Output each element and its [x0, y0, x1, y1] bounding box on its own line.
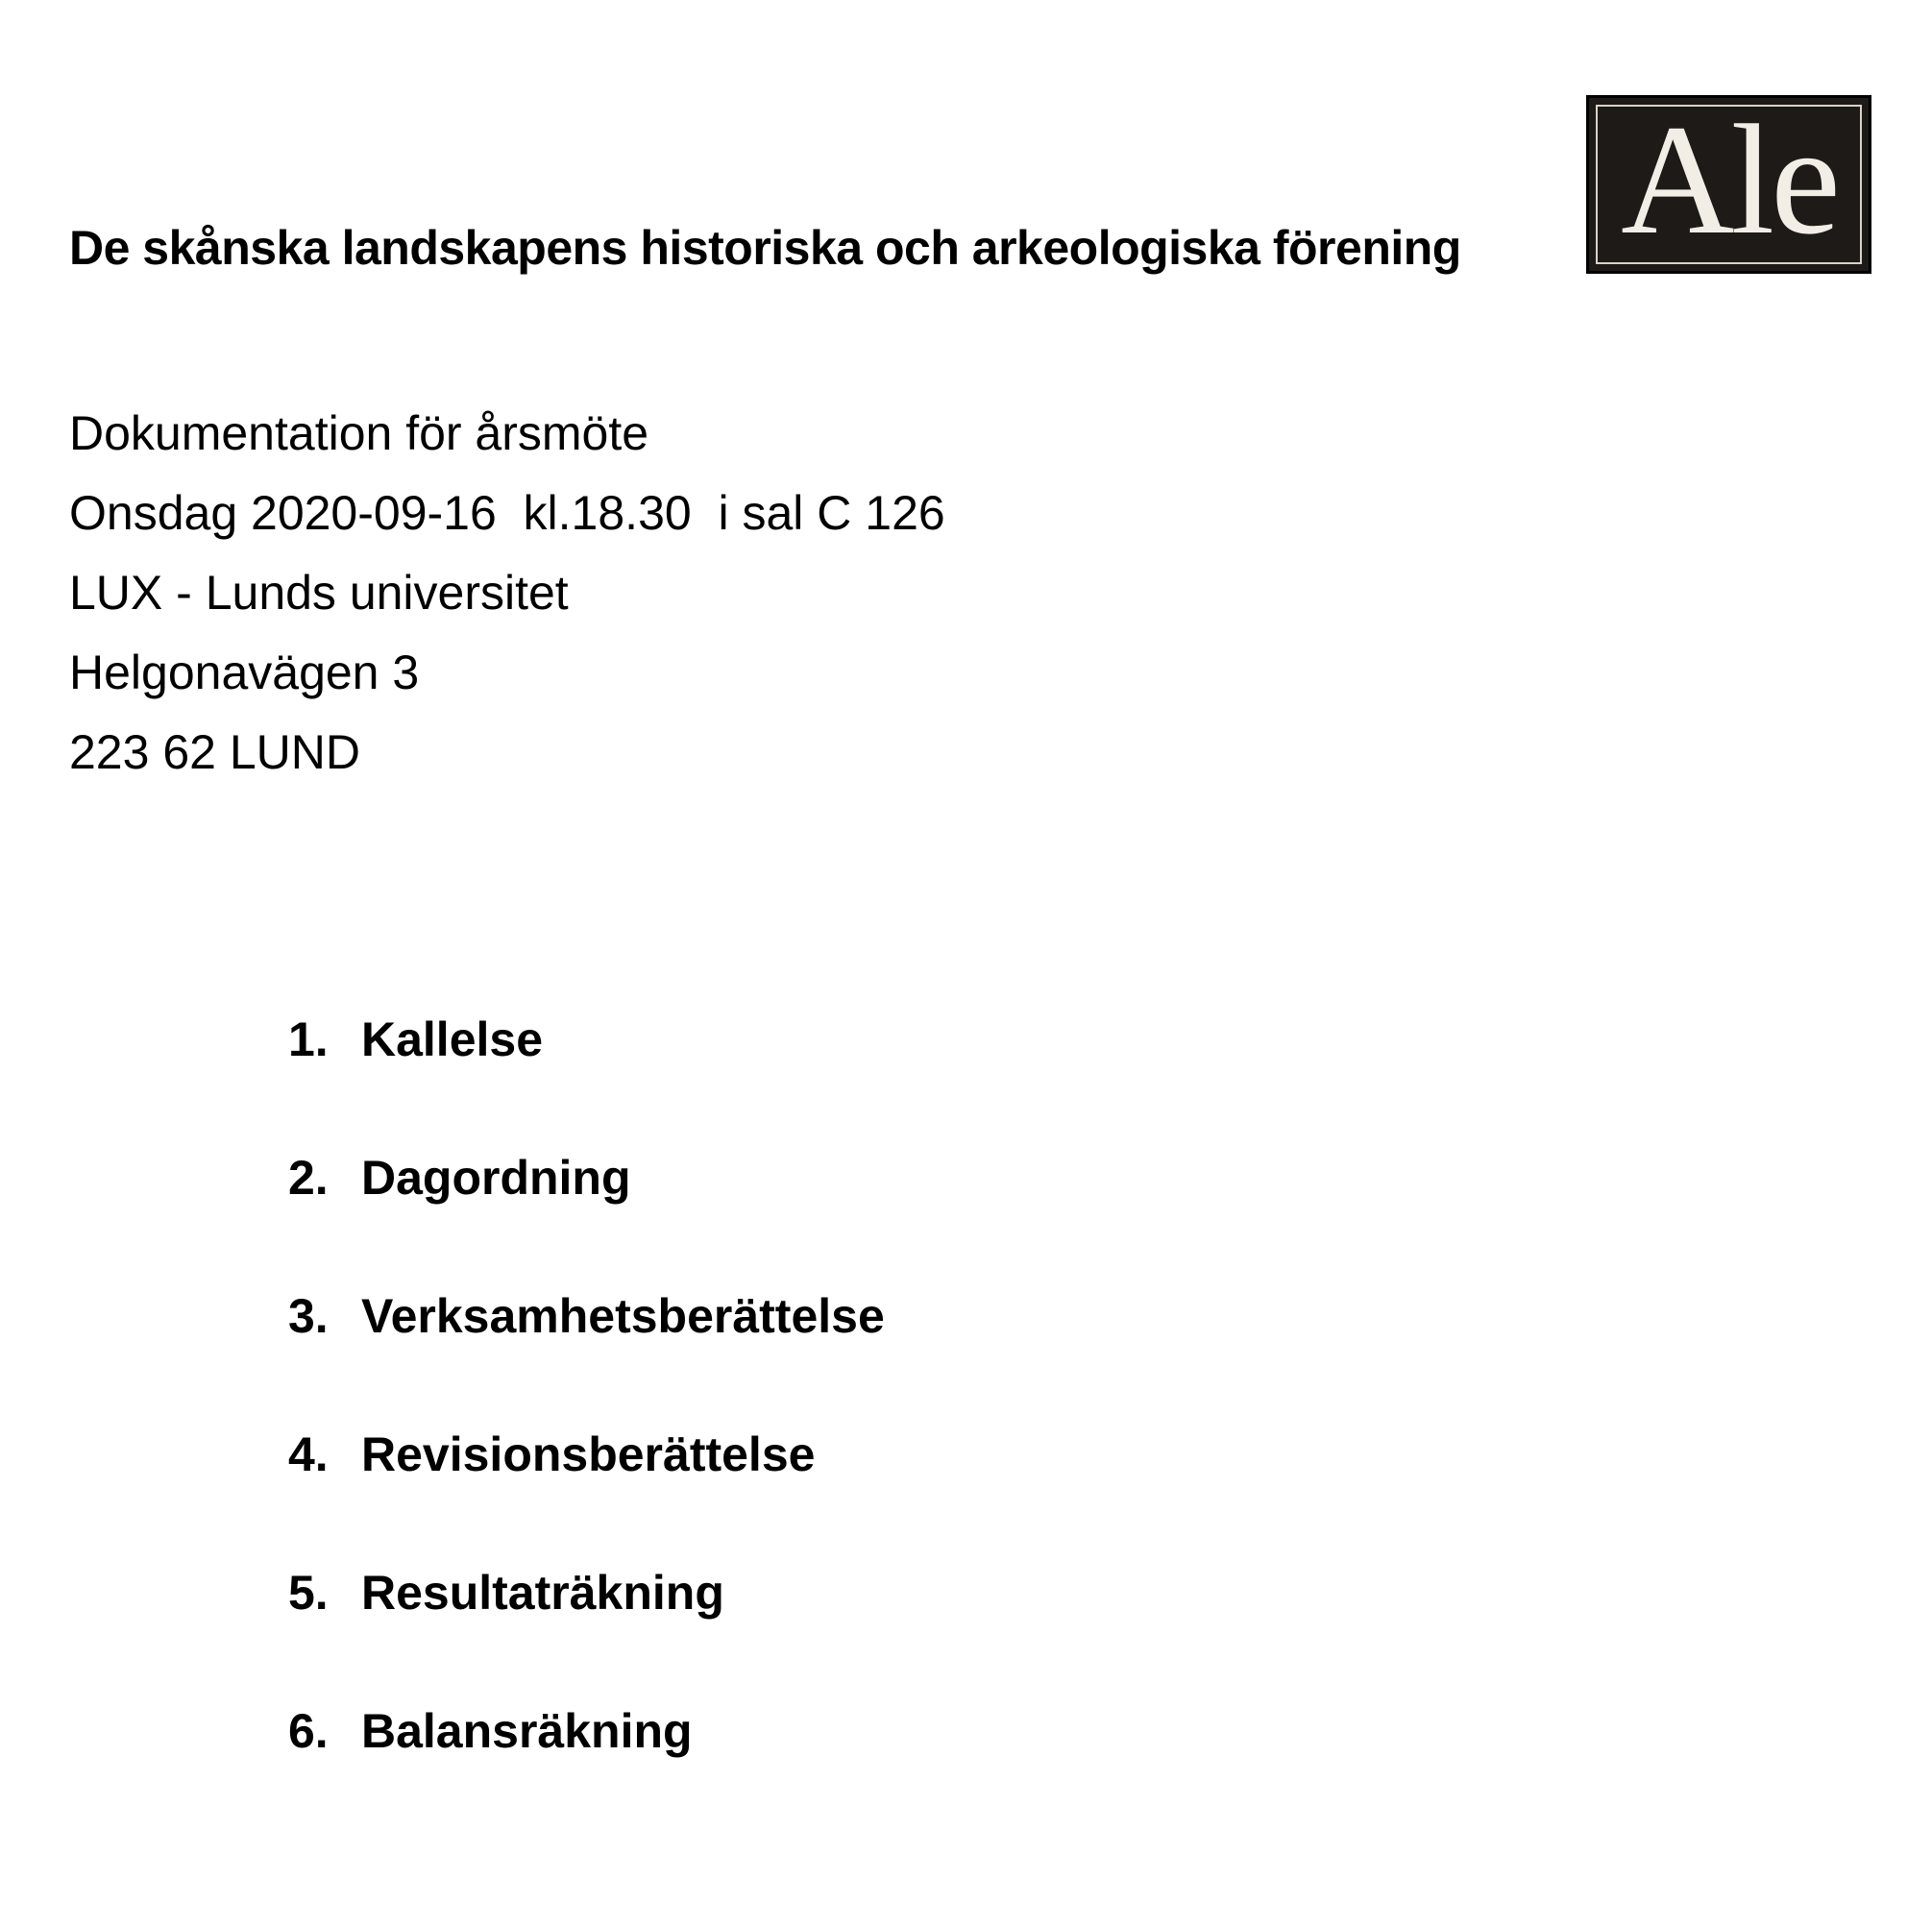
meeting-venue: LUX - Lunds universitet: [69, 566, 569, 620]
agenda-item: [288, 1011, 885, 1149]
meeting-date-time: Onsdag 2020-09-16 kl.18.30 i sal C 126: [69, 486, 945, 540]
meeting-postal-city: 223 62 LUND: [69, 725, 360, 779]
agenda-item-number: 3.: [288, 1289, 329, 1343]
agenda-item-number: 2.: [288, 1151, 329, 1205]
document-subtitle: Dokumentation för årsmöte: [69, 406, 649, 460]
logo-text: Ale: [1621, 93, 1837, 267]
agenda-item-number: 4.: [288, 1427, 329, 1481]
agenda-item-label: Resultaträkning: [361, 1566, 724, 1620]
meeting-info: [69, 394, 945, 793]
agenda-item: [288, 1564, 885, 1702]
agenda-item-number: 1.: [288, 1012, 329, 1066]
agenda-item-label: Balansräkning: [361, 1704, 693, 1758]
agenda-item-number: 6.: [288, 1704, 329, 1758]
agenda-item-number: 5.: [288, 1566, 329, 1620]
organization-title: De skånska landskapens historiska och arkeologiska förening: [69, 221, 1461, 275]
agenda-item-label: Kallelse: [361, 1012, 544, 1066]
meeting-street: Helgonavägen 3: [69, 646, 420, 699]
agenda-item: [288, 1702, 885, 1841]
agenda-item-label: Verksamhetsberättelse: [361, 1289, 885, 1343]
agenda-list: [288, 1011, 885, 1841]
agenda-item: [288, 1287, 885, 1426]
agenda-item: [288, 1426, 885, 1564]
agenda-item-label: Dagordning: [361, 1151, 631, 1205]
agenda-item: [288, 1149, 885, 1287]
ale-logo: [1586, 95, 1871, 274]
agenda-item-label: Revisionsberättelse: [361, 1427, 816, 1481]
